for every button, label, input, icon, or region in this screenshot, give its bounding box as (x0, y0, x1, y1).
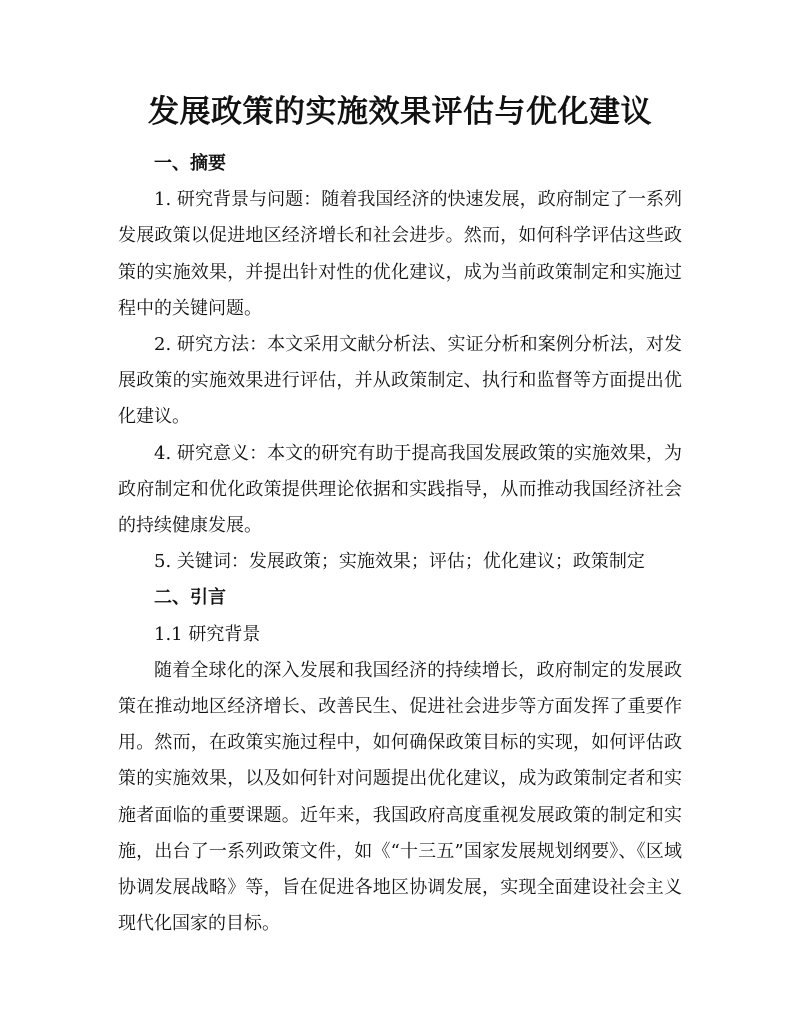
paragraph-research-background: 1. 研究背景与问题：随着我国经济的快速发展，政府制定了一系列发展政策以促进地区经济增长和社会进步。然而，如何科学评估这些政策的实施效果，并提出针对性的优化建议，成为当前政策制定和实施过程中的关键问题。 (118, 189, 682, 319)
document-body (118, 146, 682, 942)
subsection-heading-background: 1.1 研究背景 (154, 623, 261, 645)
paragraph-research-method: 2. 研究方法：本文采用文献分析法、实证分析和案例分析法，对发展政策的实施效果进行评估，并从政策制定、执行和监督等方面提出优化建议。 (118, 334, 682, 428)
section-heading-abstract: 一、摘要 (154, 153, 226, 174)
paragraph-introduction-body: 随着全球化的深入发展和我国经济的持续增长，政府制定的发展政策在推动地区经济增长、改善民生、促进社会进步等方面发挥了重要作用。然而，在政策实施过程中，如何确保政策目标的实现，如何评估政策的实施效果，以及如何针对问题提出优化建议，成为政策制定者和实施者面临的重要课题。近年来，我国政府高度重视发展政策的制定和实施，出台了一系列政策文件，如《“十三五”国家发展规划纲要》、《区域协调发展战略》等，旨在促进各地区协调发展，实现全面建设社会主义现代化国家的目标。 (118, 659, 682, 935)
paragraph-research-significance: 4. 研究意义：本文的研究有助于提高我国发展政策的实施效果，为政府制定和优化政策提供理论依据和实践指导，从而推动我国经济社会的持续健康发展。 (118, 442, 682, 537)
paragraph-keywords: 5. 关键词：发展政策；实施效果；评估；优化建议；政策制定 (154, 551, 645, 573)
document-title: 发展政策的实施效果评估与优化建议 (148, 94, 652, 130)
section-heading-introduction: 二、引言 (154, 587, 226, 609)
